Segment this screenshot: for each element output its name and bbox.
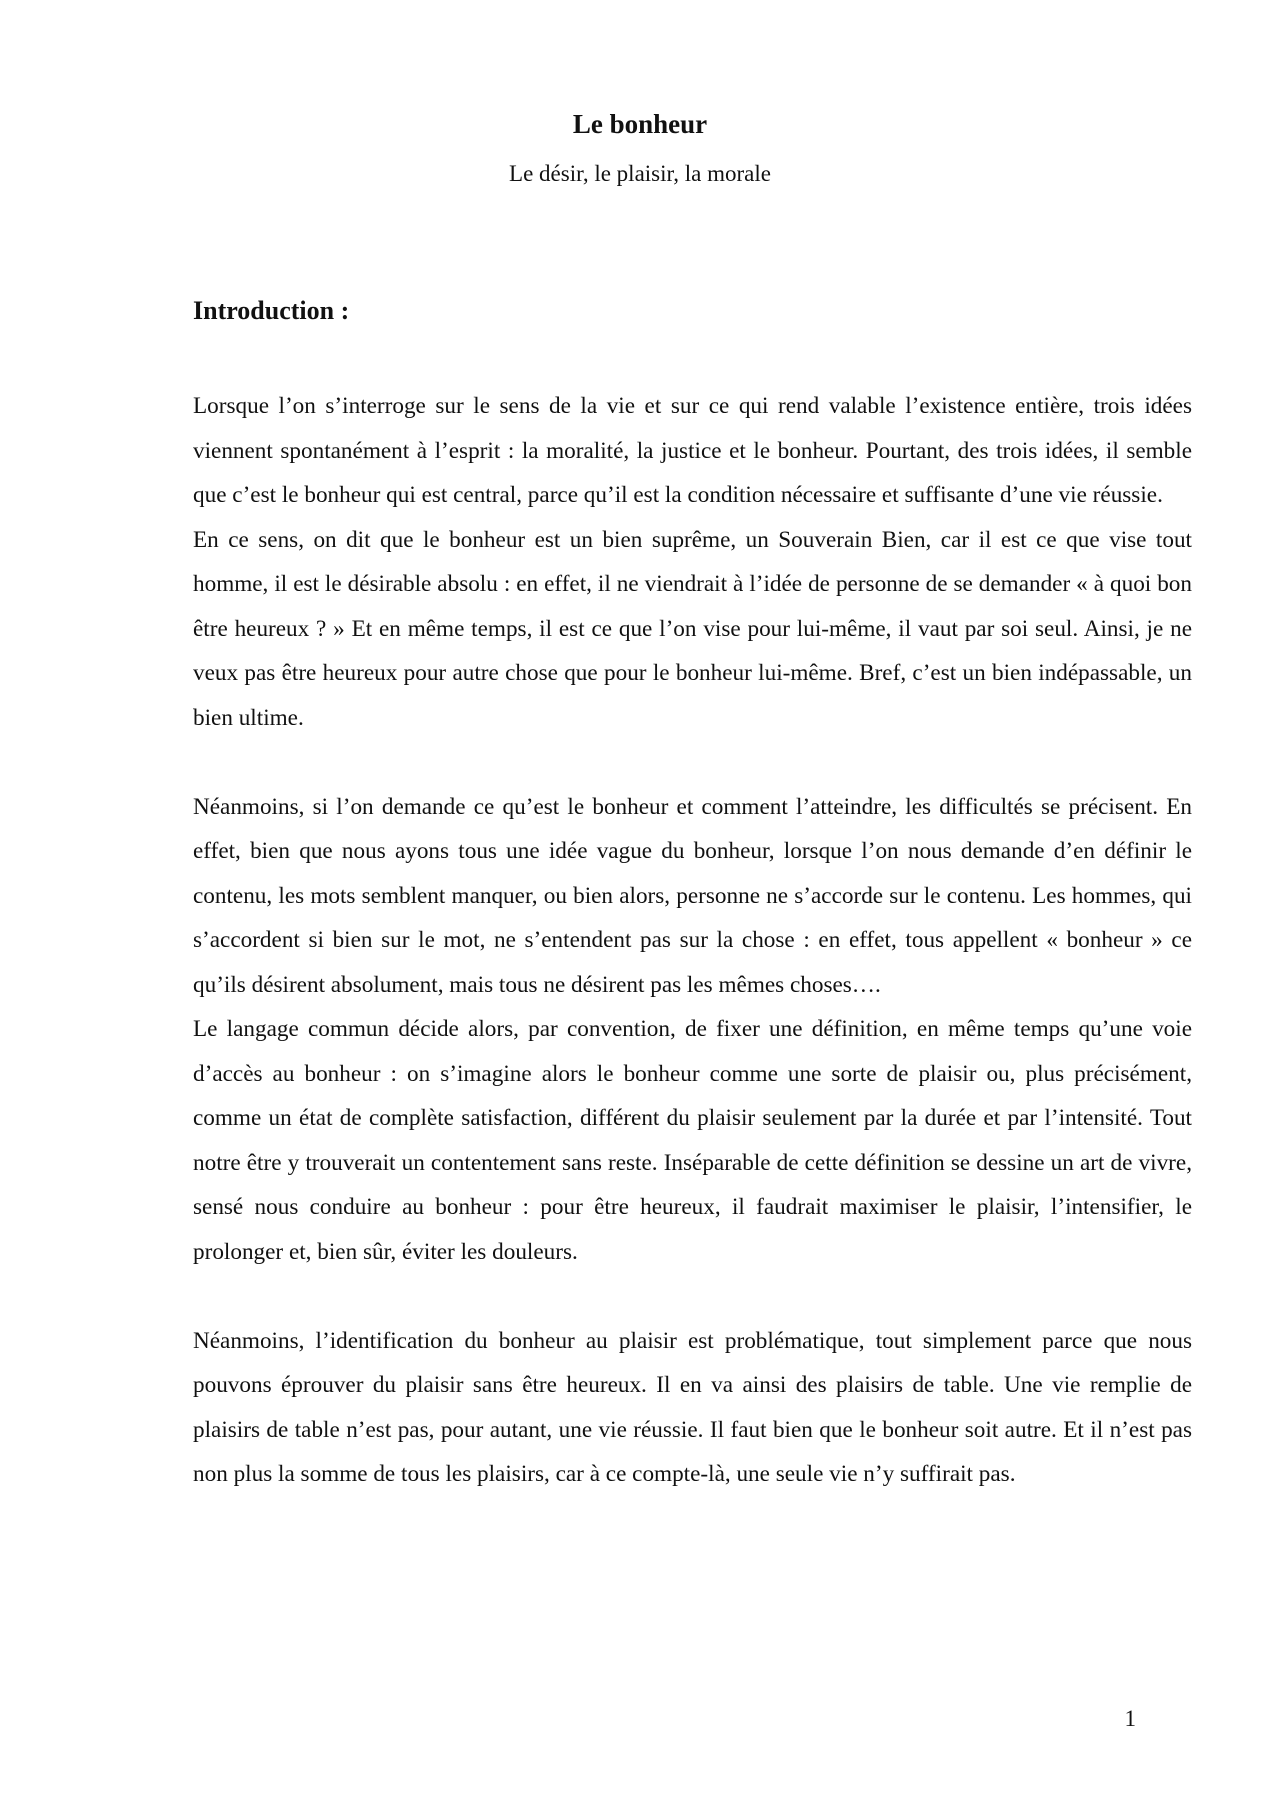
paragraph: Néanmoins, si l’on demande ce qu’est le bonheur et comment l’atteindre, les difficultés se précisent. En effet, bien que nous ayons tous une idée vague du bonheur, lorsque l’on nous demande d’en définir le contenu, les mots semblent manquer, ou bien alors, personne ne s’accorde sur le contenu. Les hommes, qui s’accordent si bien sur le mot, ne s’entendent pas sur la chose : en effet, tous appellent « bonheur » ce qu’ils désirent absolument, mais tous ne désirent pas les mêmes choses…. <box>193 793 1192 998</box>
paragraph: Lorsque l’on s’interroge sur le sens de la vie et sur ce qui rend valable l’existence entière, trois idées viennent spontanément à l’esprit : la moralité, la justice et le bonheur. Pourtant, des trois idées, il semble que c’est le bonheur qui est central, parce qu’il est la condition nécessaire et suffisante d’une vie réussie. <box>193 393 1192 508</box>
paragraph: Le langage commun décide alors, par convention, de fixer une définition, en même temps qu’une voie d’accès au bonheur : on s’imagine alors le bonheur comme une sorte de plaisir ou, plus précisément, comme un état de complète satisfaction, différent du plaisir seulement par la durée et par l’intensité. Tout notre être y trouverait un contentement sans reste. Inséparable de cette définition se dessine un art de vivre, sensé nous conduire au bonheur : pour être heureux, il faudrait maximiser le plaisir, l’intensifier, le prolonger et, bien sûr, éviter les douleurs. <box>193 1016 1192 1265</box>
page-number: 1 <box>1124 1706 1136 1731</box>
document-body <box>193 384 1192 1497</box>
paragraph: Néanmoins, l’identification du bonheur au plaisir est problématique, tout simplement parce que nous pouvons éprouver du plaisir sans être heureux. Il en va ainsi des plaisirs de table. Une vie remplie de plaisirs de table n’est pas, pour autant, une vie réussie. Il faut bien que le bonheur soit autre. Et il n’est pas non plus la somme de tous les plaisirs, car à ce compte-là, une seule vie n’y suffirait pas. <box>193 1327 1192 1487</box>
section-heading: Introduction : <box>193 296 350 325</box>
document-title: Le bonheur <box>572 109 708 139</box>
document-subtitle: Le désir, le plaisir, la morale <box>509 161 771 186</box>
paragraph: En ce sens, on dit que le bonheur est un bien suprême, un Souverain Bien, car il est ce que vise tout homme, il est le désirable absolu : en effet, il ne viendrait à l’idée de personne de se demander « à quoi bon être heureux ? » Et en même temps, il est ce que l’on vise pour lui-même, il vaut par soi seul. Ainsi, je ne veux pas être heureux pour autre chose que pour le bonheur lui-même. Bref, c’est un bien indépassable, un bien ultime. <box>193 526 1192 731</box>
